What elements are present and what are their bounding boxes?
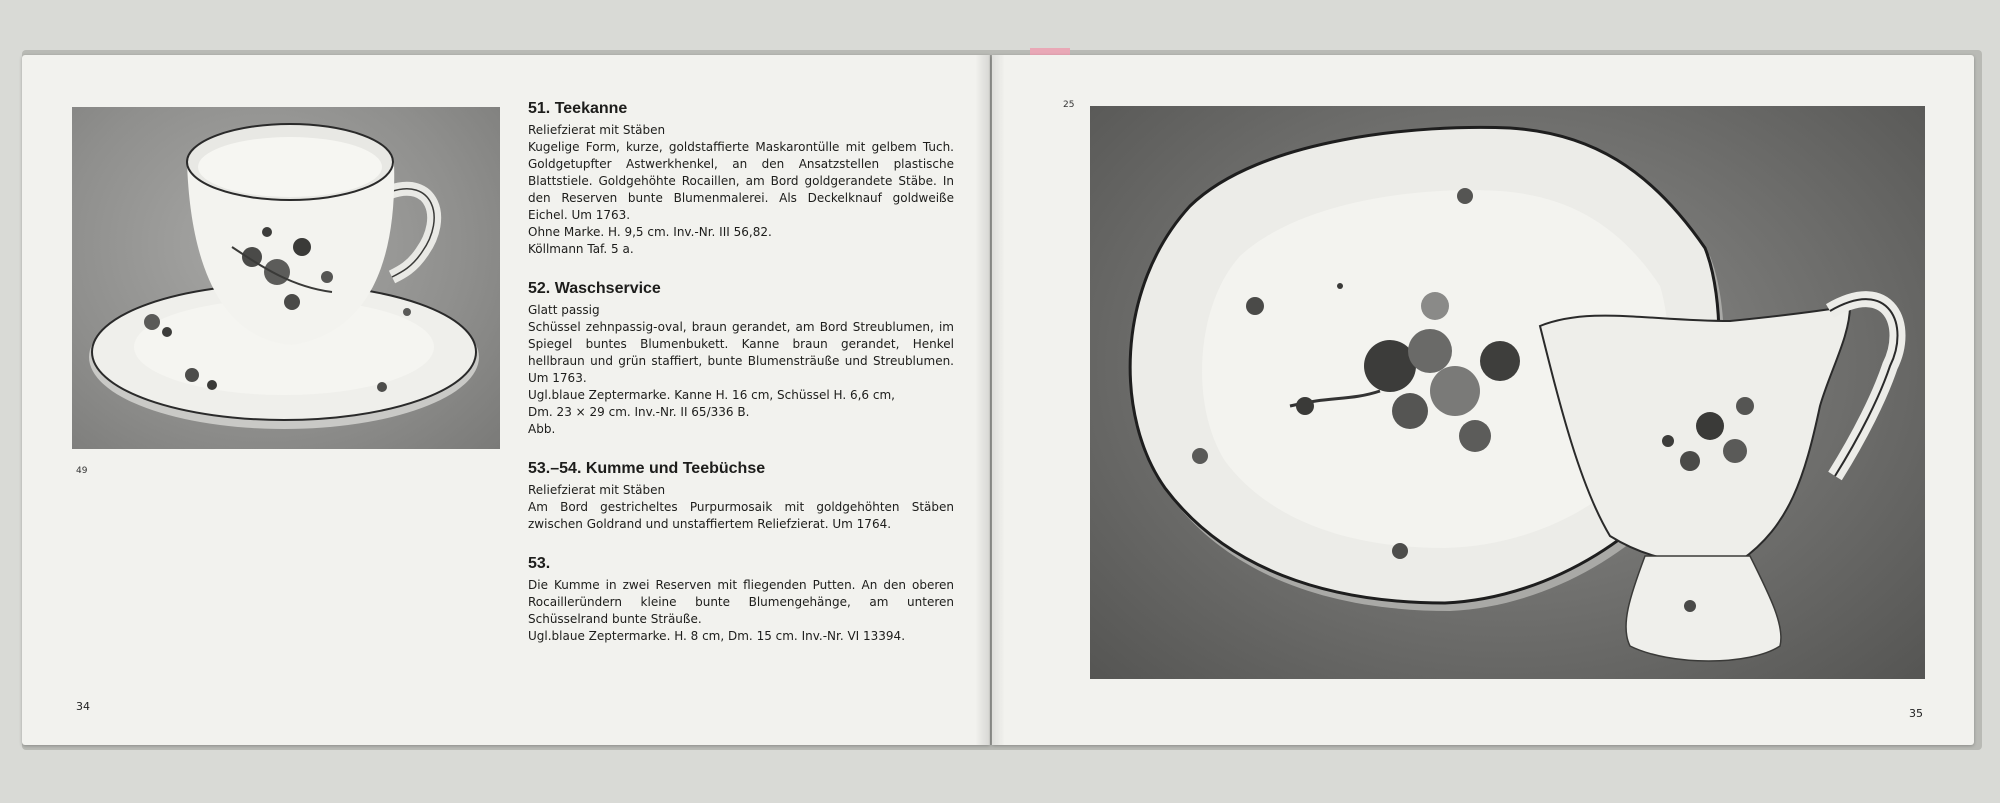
figure-number-right: 25	[1063, 100, 1075, 110]
entry-body: Die Kumme in zwei Reserven mit fliegenden Putten. An den oberen Rocailleründern kleine bunte Blumengehänge, am unteren Schüsselrand bunte Sträuße.	[528, 578, 954, 626]
entry-body: Schüssel zehnpassig-oval, braun gerandet, am Bord Streublumen, im Spiegel buntes Blumenbukett. Kanne braun gerandet, Henkel hellbraun und grün staffiert, bunte Blumensträuße und Streublumen. Um 1763.	[528, 320, 954, 385]
entry-51	[528, 100, 954, 258]
wash-basin-and-jug-image	[1090, 106, 1925, 679]
entry-title: 53.	[528, 555, 551, 572]
entry-title: 52. Waschservice	[528, 280, 661, 297]
entry-reference-line: Abb.	[528, 422, 556, 436]
entry-title: 51. Teekanne	[528, 100, 628, 117]
catalog-entries	[528, 100, 954, 667]
entry-body: Am Bord gestricheltes Purpurmosaik mit goldgehöhten Stäben zwischen Goldrand und unstaffiertem Reliefzierat. Um 1764.	[528, 500, 954, 531]
book-gutter	[975, 55, 1005, 745]
entry-title: 53.–54. Kumme und Teebüchse	[528, 460, 766, 477]
entry-mark-line: Ugl.blaue Zeptermarke. H. 8 cm, Dm. 15 cm. Inv.-Nr. VI 13394.	[528, 629, 906, 643]
entry-reference-line: Köllmann Taf. 5 a.	[528, 242, 634, 256]
teacup-and-saucer-image	[72, 107, 500, 449]
entry-subtitle: Glatt passig	[528, 303, 600, 317]
entry-mark-line: Ugl.blaue Zeptermarke. Kanne H. 16 cm, Schüssel H. 6,6 cm,	[528, 388, 895, 402]
entry-mark-line: Ohne Marke. H. 9,5 cm. Inv.-Nr. III 56,82.	[528, 225, 772, 239]
teacup-photo	[72, 107, 500, 449]
page-number-left: 34	[76, 700, 90, 713]
wash-service-photo	[1090, 106, 1925, 679]
entry-body: Kugelige Form, kurze, goldstaffierte Maskarontülle mit gelbem Tuch. Goldgetupfter Astwerkhenkel, an den Ansatzstellen plastische Blattstiele. Goldgehöhte Rocaillen, am Bord goldgerandete Stäbe. In den Reserven bunte Blumenmalerei. Als Deckelknauf goldweiße Eichel. Um 1763.	[528, 140, 954, 222]
entry-52	[528, 280, 954, 438]
entry-dimension-line: Dm. 23 × 29 cm. Inv.-Nr. II 65/336 B.	[528, 405, 750, 419]
entry-53	[528, 555, 954, 645]
page-number-right: 35	[1909, 707, 1923, 720]
entry-subtitle: Reliefzierat mit Stäben	[528, 123, 666, 137]
entry-53-54	[528, 460, 954, 533]
entry-subtitle: Reliefzierat mit Stäben	[528, 483, 666, 497]
figure-number-left: 49	[76, 466, 88, 476]
